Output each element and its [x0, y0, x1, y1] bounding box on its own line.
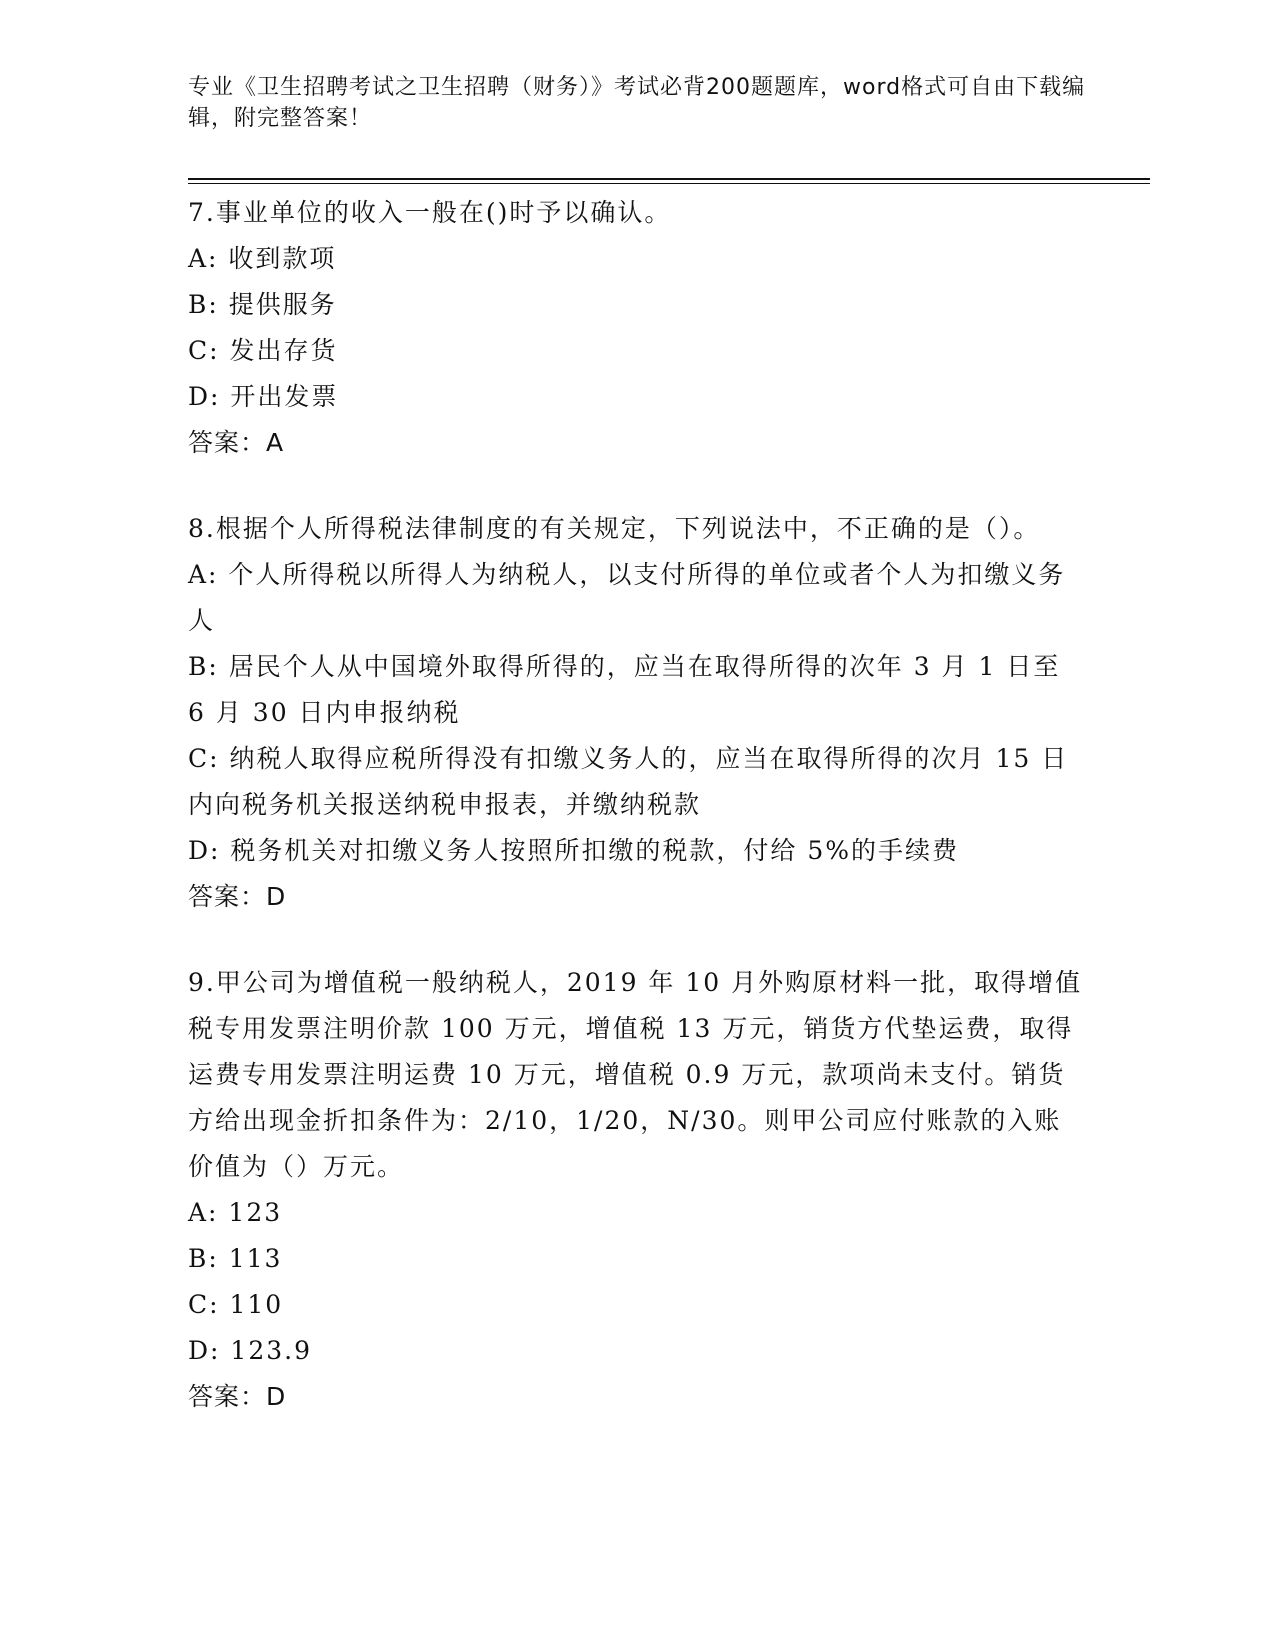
option-d: D: 开出发票	[188, 382, 339, 411]
header-text: 专业《卫生招聘考试之卫生招聘（财务）》考试必背200题题库，word格式可自由下载编辑，附完整答案！	[188, 75, 1086, 131]
header-divider-thick	[188, 178, 1150, 180]
option-c: C: 发出存货	[188, 336, 338, 365]
question-list	[188, 190, 1088, 1446]
option-b: B: 113	[188, 1244, 283, 1273]
question-9	[188, 960, 1088, 1420]
option-d: D: 税务机关对扣缴义务人按照所扣缴的税款，付给 5%的手续费	[188, 836, 960, 865]
document-header	[188, 72, 1088, 134]
question-stem: 8.根据个人所得税法律制度的有关规定，下列说法中，不正确的是（）。	[188, 514, 1041, 543]
option-a: A: 123	[188, 1198, 283, 1227]
option-a: A: 个人所得税以所得人为纳税人，以支付所得的单位或者个人为扣缴义务人	[188, 560, 1066, 635]
option-d: D: 123.9	[188, 1336, 312, 1365]
option-c: C: 纳税人取得应税所得没有扣缴义务人的，应当在取得所得的次月 15 日内向税务机关报送纳税申报表，并缴纳税款	[188, 744, 1069, 819]
answer-label: 答案：D	[188, 1382, 287, 1411]
answer-label: 答案：A	[188, 428, 285, 457]
option-c: C: 110	[188, 1290, 284, 1319]
option-b: B: 提供服务	[188, 290, 337, 319]
question-stem: 9.甲公司为增值税一般纳税人，2019 年 10 月外购原材料一批，取得增值税专用发票注明价款 100 万元，增值税 13 万元，销货方代垫运费，取得运费专用发票注明运费 10 万元，增值税 0.9 万元，款项尚未支付。销货方给出现金折扣条件为：2/10，1/20，N/30。则甲公司应付账款的入账价值为（）万元。	[188, 968, 1083, 1181]
question-stem: 7.事业单位的收入一般在()时予以确认。	[188, 198, 672, 227]
option-b: B: 居民个人从中国境外取得所得的，应当在取得所得的次年 3 月 1 日至 6 月 30 日内申报纳税	[188, 652, 1061, 727]
question-8	[188, 506, 1088, 920]
question-7	[188, 190, 1088, 466]
answer-label: 答案：D	[188, 882, 287, 911]
header-divider-thin	[188, 183, 1150, 184]
option-a: A: 收到款项	[188, 244, 337, 273]
